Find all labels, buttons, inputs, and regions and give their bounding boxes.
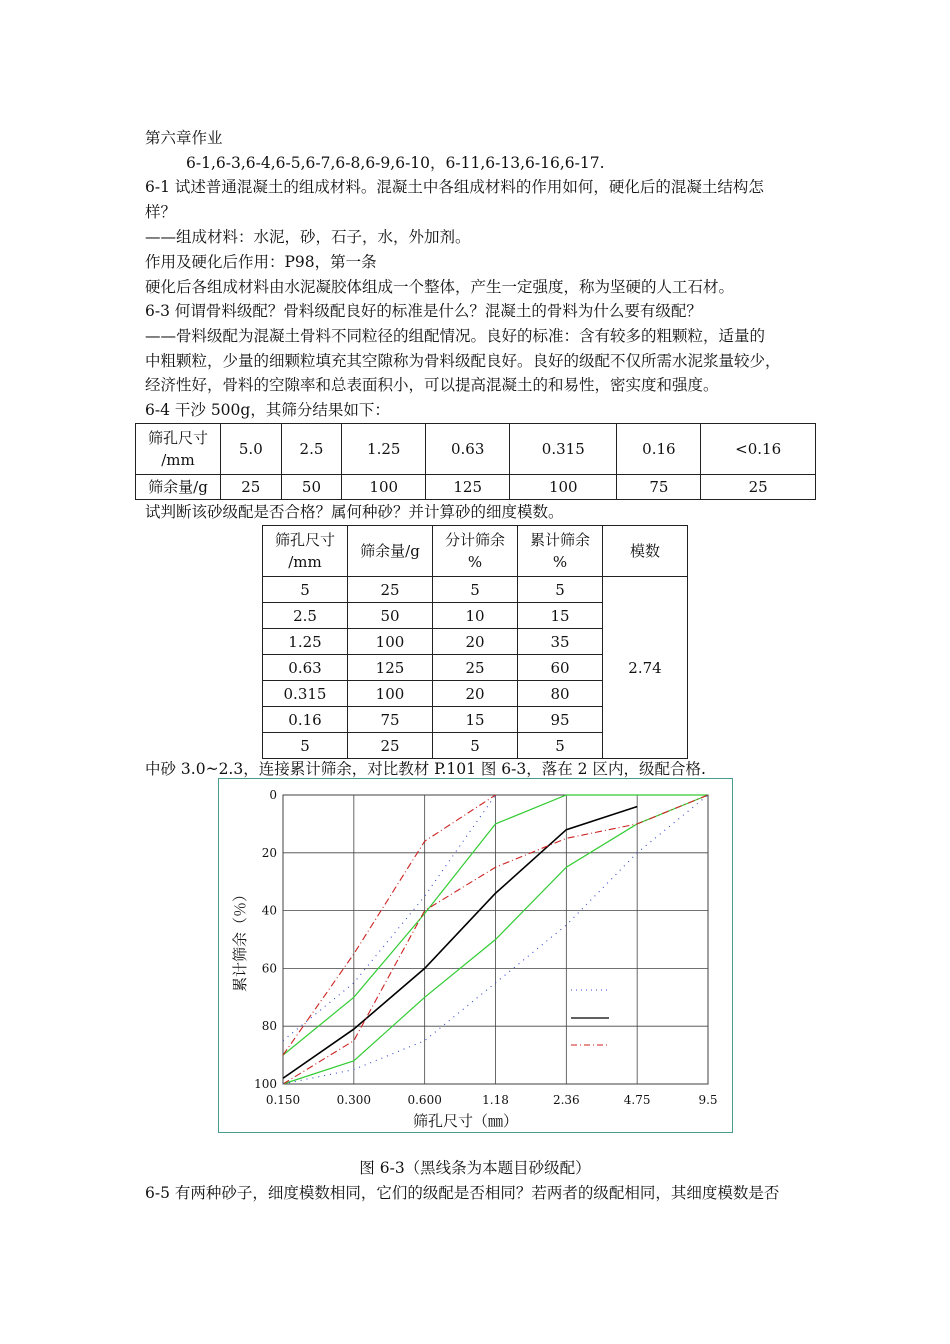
table-header-cell: 模数 bbox=[603, 526, 688, 577]
y-tick-label: 60 bbox=[261, 961, 277, 976]
table-cell: 95 bbox=[518, 707, 603, 733]
table-cell: 0.63 bbox=[426, 424, 510, 475]
question-6-4: 6-4 干沙 500g，其筛分结果如下： bbox=[145, 401, 390, 419]
table-cell: 2.5 bbox=[263, 603, 348, 629]
table-header-cell: 筛余量/g bbox=[136, 475, 221, 500]
table-cell: 1.25 bbox=[342, 424, 426, 475]
series-line-dashdot-red-upper bbox=[283, 795, 496, 1055]
table-cell: 1.25 bbox=[263, 629, 348, 655]
table-row bbox=[263, 577, 688, 603]
table-cell: 5.0 bbox=[221, 424, 282, 475]
x-tick-label: 2.36 bbox=[552, 1093, 580, 1107]
table-cell: 5 bbox=[263, 577, 348, 603]
series-line-dotted-blue-upper bbox=[283, 795, 496, 1041]
answer-line: ——组成材料：水泥，砂，石子，水，外加剂。 bbox=[145, 228, 471, 246]
table-cell: 5 bbox=[263, 733, 348, 759]
modulus-cell: 2.74 bbox=[603, 577, 688, 759]
table-cell: 25 bbox=[701, 475, 816, 500]
table-cell: 100 bbox=[510, 475, 617, 500]
table-cell: 100 bbox=[342, 475, 426, 500]
answer-line: 中粗颗粒，少量的细颗粒填充其空隙称为骨料级配良好。良好的级配不仅所需水泥浆量较少， bbox=[145, 352, 781, 370]
table-cell: 100 bbox=[348, 681, 433, 707]
y-tick-label: 40 bbox=[261, 903, 277, 918]
table-cell: 60 bbox=[518, 655, 603, 681]
x-tick-label: 0.150 bbox=[265, 1093, 301, 1107]
question-6-1: 6-1 试述普通混凝土的组成材料。混凝土中各组成材料的作用如何，硬化后的混凝土结构怎 bbox=[145, 178, 764, 196]
table-cell: 75 bbox=[617, 475, 701, 500]
table-cell: 0.315 bbox=[510, 424, 617, 475]
sieve-table bbox=[135, 423, 816, 500]
y-tick-label: 0 bbox=[269, 788, 277, 802]
table-cell: 25 bbox=[348, 733, 433, 759]
x-tick-label: 9.5 bbox=[698, 1093, 718, 1107]
answer-line: ——骨料级配为混凝土骨料不同粒径的组配情况。良好的标准：含有较多的粗颗粒，适量的 bbox=[145, 327, 766, 345]
table-cell: 25 bbox=[348, 577, 433, 603]
question-6-1-cont: 样？ bbox=[145, 203, 177, 221]
table-cell: 5 bbox=[433, 577, 518, 603]
conclusion-text: 中砂 3.0~2.3，连接累计筛余，对比教材 P.101 图 6-3，落在 2 区内，级配合格. bbox=[145, 760, 706, 778]
table-cell: 15 bbox=[433, 707, 518, 733]
table-cell: 50 bbox=[348, 603, 433, 629]
table-cell: 5 bbox=[518, 577, 603, 603]
x-axis-label: 筛孔尺寸（㎜） bbox=[412, 1112, 519, 1130]
question-6-5: 6-5 有两种砂子，细度模数相同，它们的级配是否相同？若两者的级配相同，其细度模数是否 bbox=[145, 1184, 780, 1202]
table-cell: 35 bbox=[518, 629, 603, 655]
table-cell: 125 bbox=[348, 655, 433, 681]
table-cell: 25 bbox=[433, 655, 518, 681]
table-cell: 2.5 bbox=[281, 424, 342, 475]
question-text: 试判断该砂级配是否合格？属何种砂？并计算砂的细度模数。 bbox=[145, 503, 564, 521]
table-row bbox=[136, 475, 816, 500]
answer-line: 硬化后各组成材料由水泥凝胶体组成一个整体，产生一定强度，称为坚硬的人工石材。 bbox=[145, 278, 735, 296]
table-header-cell: 筛孔尺寸 /mm bbox=[263, 526, 348, 577]
table-cell: 15 bbox=[518, 603, 603, 629]
table-header-row bbox=[263, 526, 688, 577]
table-cell: 20 bbox=[433, 681, 518, 707]
x-tick-label: 1.18 bbox=[482, 1093, 509, 1107]
assignment-list: 6-1,6-3,6-4,6-5,6-7,6-8,6-9,6-10，6-11,6-13,6-16,6-17. bbox=[186, 154, 605, 172]
table-cell: 0.16 bbox=[263, 707, 348, 733]
x-tick-label: 0.600 bbox=[407, 1093, 442, 1107]
table-cell: 125 bbox=[426, 475, 510, 500]
table-header-cell: 筛孔尺寸 /mm bbox=[136, 424, 221, 475]
table-cell: 0.315 bbox=[263, 681, 348, 707]
table-header-cell: 分计筛余 % bbox=[433, 526, 518, 577]
chapter-title: 第六章作业 bbox=[145, 129, 223, 147]
table-row bbox=[136, 424, 816, 475]
table-cell: 80 bbox=[518, 681, 603, 707]
table-cell: 5 bbox=[518, 733, 603, 759]
grading-table bbox=[262, 525, 688, 759]
figure-caption: 图 6-3（黑线条为本题目砂级配） bbox=[359, 1159, 591, 1177]
table-cell: 50 bbox=[281, 475, 342, 500]
table-cell: 5 bbox=[433, 733, 518, 759]
y-tick-label: 100 bbox=[254, 1077, 277, 1091]
y-tick-label: 20 bbox=[261, 845, 277, 860]
table-cell: 100 bbox=[348, 629, 433, 655]
table-cell: 20 bbox=[433, 629, 518, 655]
y-axis-label: 累计筛余（％） bbox=[231, 886, 249, 993]
x-tick-label: 0.300 bbox=[336, 1093, 372, 1107]
chart-axes bbox=[231, 788, 718, 1130]
table-header-cell: 累计筛余 % bbox=[518, 526, 603, 577]
x-tick-label: 4.75 bbox=[623, 1093, 651, 1107]
grading-chart bbox=[218, 778, 733, 1133]
chart-svg bbox=[219, 779, 732, 1132]
table-cell: 0.63 bbox=[263, 655, 348, 681]
answer-line: 作用及硬化后作用：P98，第一条 bbox=[145, 253, 377, 271]
table-cell: 0.16 bbox=[617, 424, 701, 475]
series-line-solid-black bbox=[283, 807, 637, 1079]
y-tick-label: 80 bbox=[261, 1019, 277, 1034]
table-header-cell: 筛余量/g bbox=[348, 526, 433, 577]
table-cell: 25 bbox=[221, 475, 282, 500]
table-cell: 75 bbox=[348, 707, 433, 733]
table-cell: <0.16 bbox=[701, 424, 816, 475]
table-cell: 10 bbox=[433, 603, 518, 629]
question-6-3: 6-3 何谓骨料级配？骨料级配良好的标准是什么？混凝土的骨料为什么要有级配？ bbox=[145, 302, 702, 320]
answer-line: 经济性好，骨料的空隙率和总表面积小，可以提高混凝土的和易性，密实度和强度。 bbox=[145, 376, 719, 394]
chart-legend-marks bbox=[571, 990, 609, 1045]
